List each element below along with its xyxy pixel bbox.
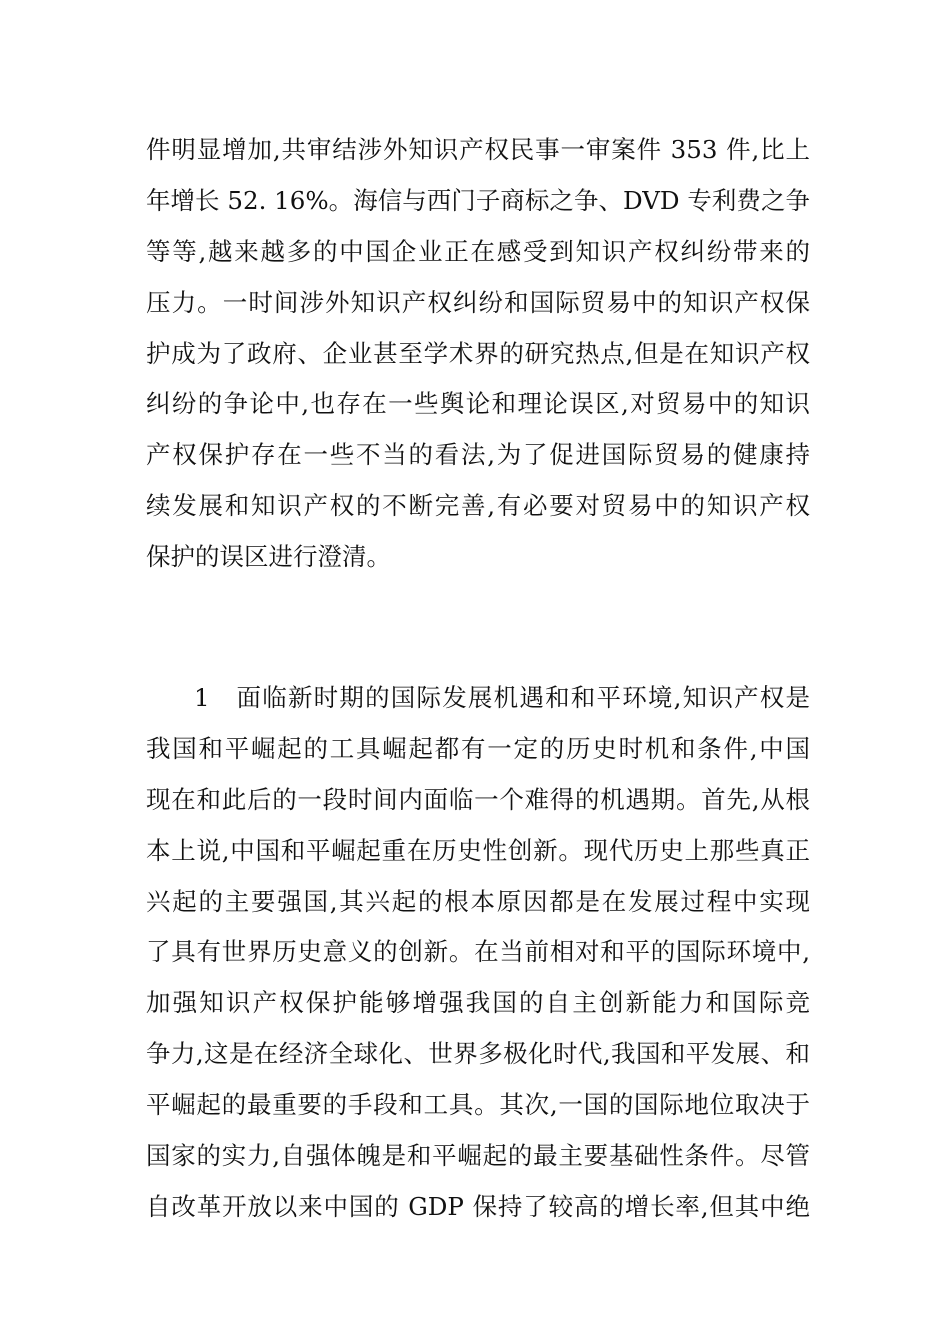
text-line: 纠纷的争论中,也存在一些舆论和理论误区,对贸易中的知识 xyxy=(146,389,810,419)
text-line: 了具有世界历史意义的创新。在当前相对和平的国际环境中, xyxy=(146,937,810,967)
text-line: 兴起的主要强国,其兴起的根本原因都是在发展过程中实现 xyxy=(146,886,810,916)
text-line: 我国和平崛起的工具崛起都有一定的历史时机和条件,中国 xyxy=(146,733,810,763)
text-line: 件明显增加,共审结涉外知识产权民事一审案件 353 件,比上 xyxy=(146,135,810,164)
text-line: 年增长 52. 16%。海信与西门子商标之争、DVD 专利费之争 xyxy=(146,185,810,215)
text-line: 等等,越来越多的中国企业正在感受到知识产权纠纷带来的 xyxy=(146,236,810,266)
text-line: 国家的实力,自强体魄是和平崛起的最主要基础性条件。尽管 xyxy=(146,1141,810,1171)
text-line: 争力,这是在经济全球化、世界多极化时代,我国和平发展、和 xyxy=(146,1039,810,1069)
paragraph-intro-continuation xyxy=(146,125,810,583)
text-line: 平崛起的最重要的手段和工具。其次,一国的国际地位取决于 xyxy=(146,1090,810,1120)
text-line: 续发展和知识产权的不断完善,有必要对贸易中的知识产权 xyxy=(146,491,810,521)
text-line: 压力。一时间涉外知识产权纠纷和国际贸易中的知识产权保 xyxy=(146,287,810,317)
text-line: 本上说,中国和平崛起重在历史性创新。现代历史上那些真正 xyxy=(146,835,810,865)
paragraph-section-1 xyxy=(146,673,810,1233)
text-line: 现在和此后的一段时间内面临一个难得的机遇期。首先,从根 xyxy=(146,784,810,814)
text-line: 加强知识产权保护能够增强我国的自主创新能力和国际竞 xyxy=(146,988,810,1018)
text-line: 护成为了政府、企业甚至学术界的研究热点,但是在知识产权 xyxy=(146,338,810,368)
text-line: 自改革开放以来中国的 GDP 保持了较高的增长率,但其中绝 xyxy=(146,1191,810,1221)
text-line: 保护的误区进行澄清。 xyxy=(146,542,391,572)
section-heading-line: 1 面临新时期的国际发展机遇和和平环境,知识产权是 xyxy=(194,683,810,712)
text-line: 产权保护存在一些不当的看法,为了促进国际贸易的健康持 xyxy=(146,440,810,470)
